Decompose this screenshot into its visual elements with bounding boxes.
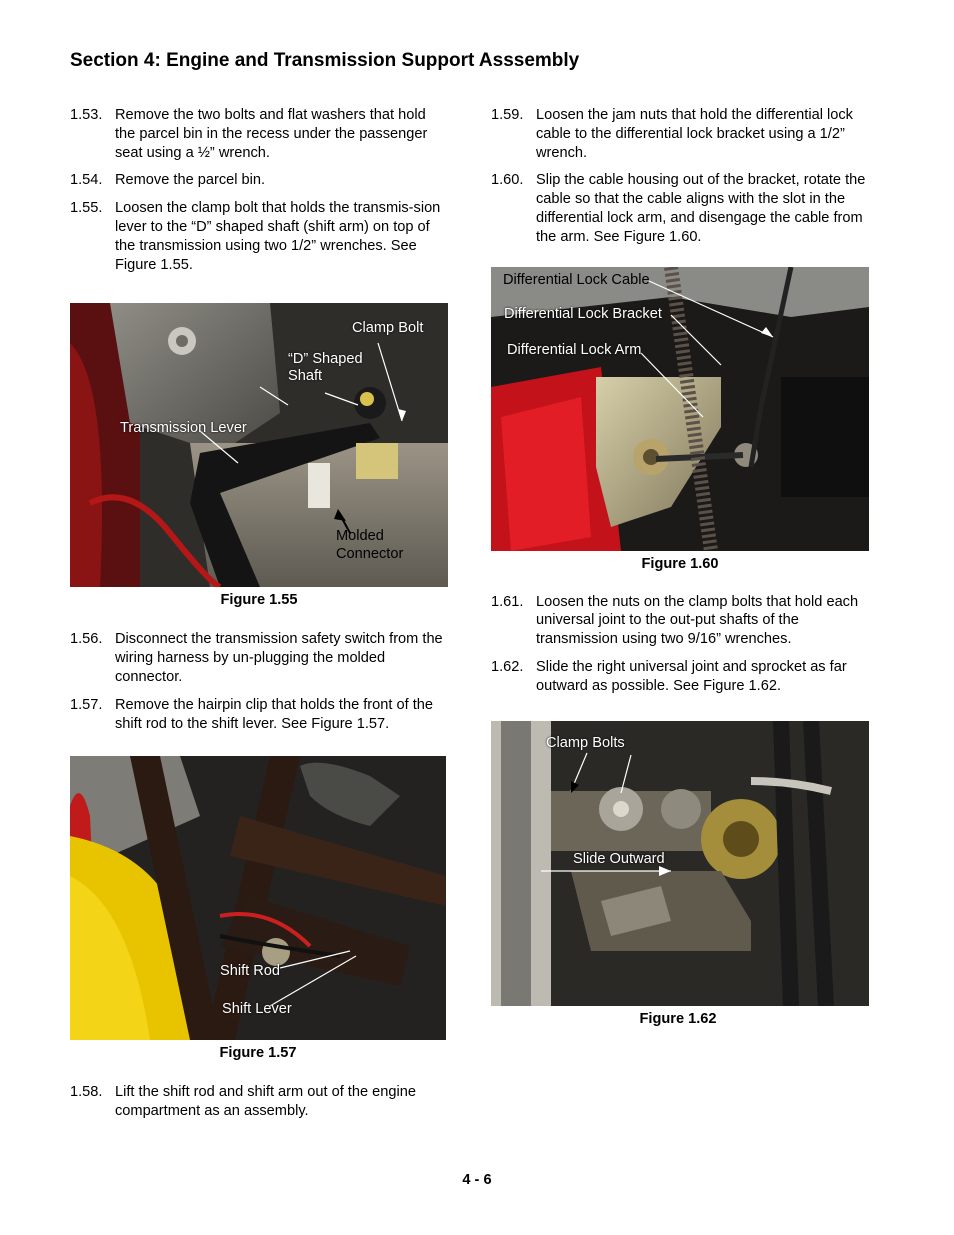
figure-1-55-caption: Figure 1.55: [220, 592, 298, 609]
label-shift-lever: Shift Lever: [222, 1001, 292, 1018]
label-clamp-bolts: Clamp Bolts: [546, 734, 625, 751]
step-number: 1.56.: [70, 631, 103, 648]
figure-1-60-caption: Figure 1.60: [641, 555, 719, 572]
step-1-53: [70, 106, 450, 162]
step-1-55: [70, 199, 450, 274]
step-number: 1.59.: [491, 107, 524, 123]
figure-1-62-photo: [491, 721, 869, 1006]
step-number: 1.57.: [70, 696, 103, 713]
right-column: [491, 106, 871, 1027]
step-1-54: [70, 171, 450, 190]
label-d-shaped-2: Shaft: [288, 368, 323, 385]
figure-1-57-photo: [70, 756, 446, 1040]
step-number: 1.54.: [70, 172, 103, 189]
figure-1-55-photo: [70, 303, 448, 587]
label-differential-lock-arm: Differential Lock Arm: [507, 341, 642, 358]
label-slide-outward: Slide Outward: [573, 850, 665, 867]
step-number: 1.55.: [70, 200, 103, 217]
step-text: Remove the hairpin clip that holds the front of the shift rod to the shift lever. See Figure 1.57.: [115, 696, 434, 732]
label-molded-2: Connector: [336, 546, 404, 563]
step-text: Loosen the nuts on the clamp bolts that hold each universal joint to the out-put shafts of the transmission using two 9/16” wrenches.: [536, 593, 859, 648]
label-differential-lock-bracket: Differential Lock Bracket: [504, 305, 662, 322]
step-1-58: [70, 1083, 450, 1121]
step-number: 1.62.: [491, 658, 524, 675]
label-shift-rod: Shift Rod: [220, 963, 281, 980]
figure-1-57-illustration: [70, 756, 446, 1040]
step-1-57: [70, 696, 450, 734]
step-text: Remove the two bolts and flat washers that hold the parcel bin in the recess under the passenger seat using a ½” wrench.: [115, 107, 428, 161]
label-d-shaped-1: “D” Shaped: [288, 351, 363, 368]
step-1-59: [491, 106, 871, 162]
figure-1-62-illustration: [491, 721, 869, 1006]
step-1-56: [70, 630, 450, 686]
step-text: Lift the shift rod and shift arm out of the engine compartment as an assembly.: [115, 1084, 416, 1120]
label-differential-lock-cable: Differential Lock Cable: [503, 271, 650, 288]
step-1-60: [491, 171, 871, 246]
step-number: 1.60.: [491, 172, 524, 189]
step-number: 1.58.: [70, 1084, 103, 1101]
figure-1-62-caption: Figure 1.62: [639, 1010, 717, 1027]
step-text: Loosen the clamp bolt that holds the transmis-sion lever to the “D” shaped shaft (shift arm) on top of the transmission using two 1/2” wrenches. See Figure 1.55.: [115, 200, 441, 273]
label-clamp-bolt: Clamp Bolt: [352, 320, 424, 337]
figure-1-55-illustration: [70, 303, 448, 587]
step-text: Loosen the jam nuts that hold the differential lock cable to the differential lock bracket using a 1/2” wrench.: [536, 107, 853, 161]
step-1-61: [491, 593, 871, 649]
figure-1-57-caption: Figure 1.57: [219, 1045, 297, 1062]
label-transmission-lever: Transmission Lever: [120, 420, 247, 437]
label-molded-1: Molded: [336, 528, 384, 545]
section-title: Section 4: Engine and Transmission Support Asssembly: [70, 50, 580, 71]
step-number: 1.61.: [491, 593, 524, 610]
step-text: Slide the right universal joint and sprocket as far outward as possible. See Figure 1.62.: [536, 658, 847, 694]
step-1-62: [491, 658, 871, 696]
step-text: Remove the parcel bin.: [115, 172, 266, 189]
page-number: 4 - 6: [462, 1172, 492, 1188]
step-number: 1.53.: [70, 107, 103, 123]
left-column: [70, 106, 450, 1130]
step-text: Slip the cable housing out of the bracket, rotate the cable so that the cable aligns with the slot in the differential lock arm, and disengage the cable from the arm. See Figure 1.60.: [536, 172, 866, 245]
step-text: Disconnect the transmission safety switch from the wiring harness by un-plugging the molded connector.: [115, 631, 443, 685]
figure-1-60-photo: [491, 267, 869, 551]
